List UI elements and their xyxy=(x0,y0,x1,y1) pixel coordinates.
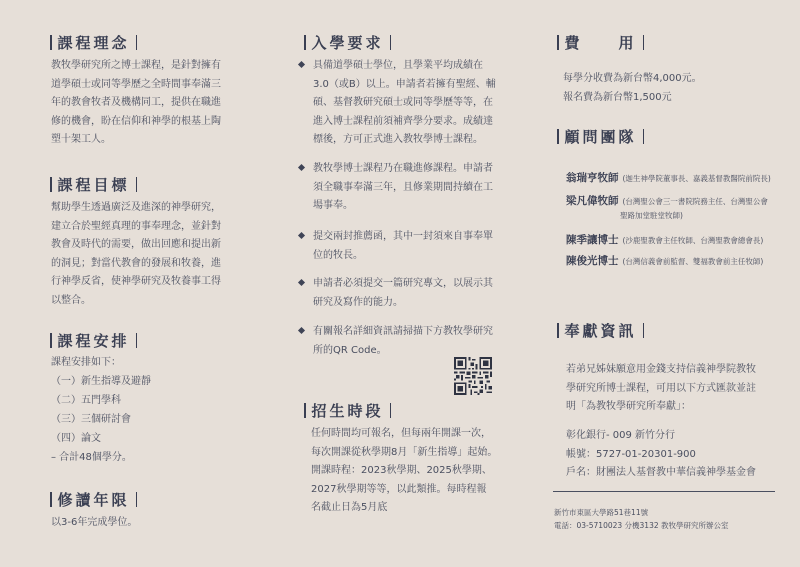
diamond-bullet-icon xyxy=(298,232,305,239)
diamond-bullet-icon xyxy=(298,279,305,286)
goals-line: 行神學反省，使神學研究及牧養事工得 xyxy=(51,276,221,287)
fees-line: 報名費為新台幣1,500元 xyxy=(563,91,672,103)
bullet-line: 有關報名詳細資訊請掃描下方教牧學研究 xyxy=(313,326,493,337)
fees-text xyxy=(563,70,702,107)
address: 新竹市東區大學路51巷11號 xyxy=(554,508,649,517)
enroll-line: 開課時程：2023秋學期、2025秋學期、 xyxy=(311,465,492,476)
fees-title: 費 用 xyxy=(564,34,637,52)
bullet-line: 碩、基督教研究碩士或同等學歷等等，在 xyxy=(313,97,493,108)
enroll-line: 2027秋學期等等，以此類推。每時程報 xyxy=(311,483,487,495)
philosophy-line: 年的教會牧者及機構同工，提供在職進 xyxy=(51,97,221,108)
schedule-total: – 合計48個學分。 xyxy=(51,452,132,463)
enroll-title: 招生時段 xyxy=(311,402,384,420)
philosophy-line: 道學碩士或同等學歷之全時間事奉滿三 xyxy=(51,78,221,90)
advisors-heading xyxy=(551,126,650,147)
offering-line: 若弟兄姊妹願意用金錢支持信義神學院教牧 xyxy=(566,364,756,375)
admission-bullet xyxy=(313,57,496,150)
enroll-line: 每次開課從秋學期8月「新生指導」起始。 xyxy=(311,446,498,458)
offering-line: 明「為教牧學研究所奉獻」： xyxy=(566,401,691,412)
advisor-role: (沙鹿聖教會主任牧師、台灣聖教會總會長) xyxy=(622,236,764,245)
bank-line: 戶名：財團法人基督教中華信義神學基金會 xyxy=(566,467,756,478)
enroll-heading xyxy=(298,400,397,421)
philosophy-line: 教牧學研究所之博士課程，是針對擁有 xyxy=(51,60,221,71)
admission-title: 入學要求 xyxy=(311,34,384,52)
enroll-text xyxy=(311,425,497,518)
years-line: 以3-6年完成學位。 xyxy=(51,517,138,528)
bank-info xyxy=(566,427,756,483)
bullet-line: 位的牧長。 xyxy=(313,249,363,261)
enroll-line: 任何時間均可報名，但每兩年開課一次， xyxy=(311,428,491,439)
philosophy-line: 塑十架工人。 xyxy=(51,134,111,145)
years-title: 修讀年限 xyxy=(57,491,130,509)
bullet-line: 教牧學博士課程乃在職進修課程。申請者 xyxy=(313,163,493,174)
advisor-name: 陳季讓博士 xyxy=(566,234,619,246)
divider xyxy=(553,491,775,492)
philosophy-heading xyxy=(44,32,143,53)
bullet-line: 場事奉。 xyxy=(313,200,353,211)
bank-line: 彰化銀行- 009 新竹分行 xyxy=(566,430,676,441)
admission-bullet xyxy=(313,160,493,216)
diamond-bullet-icon xyxy=(298,164,305,171)
diamond-bullet-icon xyxy=(298,327,305,334)
advisor-item xyxy=(566,249,763,268)
philosophy-title: 課程理念 xyxy=(57,34,130,52)
bullet-line: 研究及寫作的能力。 xyxy=(313,296,403,308)
advisor-role: (台灣信義會前監督、雙福教會前主任牧師) xyxy=(622,257,764,266)
schedule-item: （四）論文 xyxy=(51,433,101,444)
qr-code-icon[interactable] xyxy=(454,357,492,395)
admission-bullet xyxy=(313,323,493,360)
advisor-name: 翁瑞亨牧師 xyxy=(566,172,619,184)
philosophy-line: 修的機會，盼在信仰和神學的根基上陶 xyxy=(51,115,221,127)
goals-title: 課程目標 xyxy=(57,176,130,194)
phone[interactable]: 電話：03-5710023 分機3132 教牧學研究所辦公室 xyxy=(554,521,729,530)
bullet-line: 進入博士課程前須補齊學分要求。成績達 xyxy=(313,115,493,127)
bullet-line: 具備道學碩士學位，且學業平均成績在 xyxy=(313,60,483,71)
bank-line: 帳號：5727-01-20301-900 xyxy=(566,448,696,460)
goals-text xyxy=(51,199,221,310)
schedule-heading xyxy=(44,330,143,351)
offering-line: 學研究所博士課程，可用以下方式匯款並註 xyxy=(566,382,756,394)
bullet-line: 申請者必須提交一篇研究專文，以展示其 xyxy=(313,278,493,289)
bullet-line: 所的QR Code。 xyxy=(313,344,387,356)
schedule-intro: 課程安排如下： xyxy=(51,357,121,368)
years-text xyxy=(51,514,137,533)
schedule-text xyxy=(51,353,151,467)
goals-line: 建立合於聖經真理的事奉理念，並針對 xyxy=(51,220,221,232)
advisor-name: 梁凡偉牧師 xyxy=(566,195,619,207)
schedule-title: 課程安排 xyxy=(57,332,130,350)
goals-line: 幫助學生透過廣泛及進深的神學研究， xyxy=(51,202,221,213)
advisors-title: 顧問團隊 xyxy=(564,128,637,146)
schedule-item: （一）新生指導及避靜 xyxy=(51,376,151,387)
fees-heading xyxy=(551,32,650,53)
advisor-item xyxy=(566,189,768,208)
goals-line: 教會及時代的需要，做出回應和提出新 xyxy=(51,239,221,250)
fees-line: 每學分收費為新台幣4,000元。 xyxy=(563,73,702,84)
admission-bullet xyxy=(313,228,493,265)
bullet-line: 提交兩封推薦函，其中一封須來自事奉單 xyxy=(313,231,493,242)
years-heading xyxy=(44,489,143,510)
offering-title: 奉獻資訊 xyxy=(564,322,637,340)
advisor-role-continued: 聖路加堂駐堂牧師) xyxy=(620,211,683,220)
philosophy-text xyxy=(51,57,221,150)
bullet-line: 3.0（或B）以上。申請者若擁有聖經、輔 xyxy=(313,78,496,90)
offering-heading xyxy=(551,320,650,341)
advisor-role: (迦生神學院董事長、嘉義基督教醫院前院長) xyxy=(622,174,771,183)
admission-bullet xyxy=(313,275,493,312)
advisor-name: 陳俊光博士 xyxy=(566,255,619,267)
advisor-item xyxy=(566,166,771,185)
schedule-item: （三）三個研討會 xyxy=(51,414,131,425)
goals-line: 的洞見；對當代教會的發展和牧養，進 xyxy=(51,257,221,269)
bullet-line: 標後，方可正式進入教牧學博士課程。 xyxy=(313,134,483,145)
diamond-bullet-icon xyxy=(298,61,305,68)
goals-heading xyxy=(44,174,143,195)
bullet-line: 須全職事奉滿三年，且修業期間持續在工 xyxy=(313,181,493,193)
enroll-line: 名截止日為5月底 xyxy=(311,502,388,513)
goals-line: 以整合。 xyxy=(51,294,91,306)
advisor-role: (台灣聖公會三一書院院務主任、台灣聖公會 xyxy=(622,197,768,206)
schedule-item: （二）五門學科 xyxy=(51,395,121,406)
admission-heading xyxy=(298,32,397,53)
advisor-item xyxy=(566,228,763,247)
offering-text xyxy=(566,361,756,417)
